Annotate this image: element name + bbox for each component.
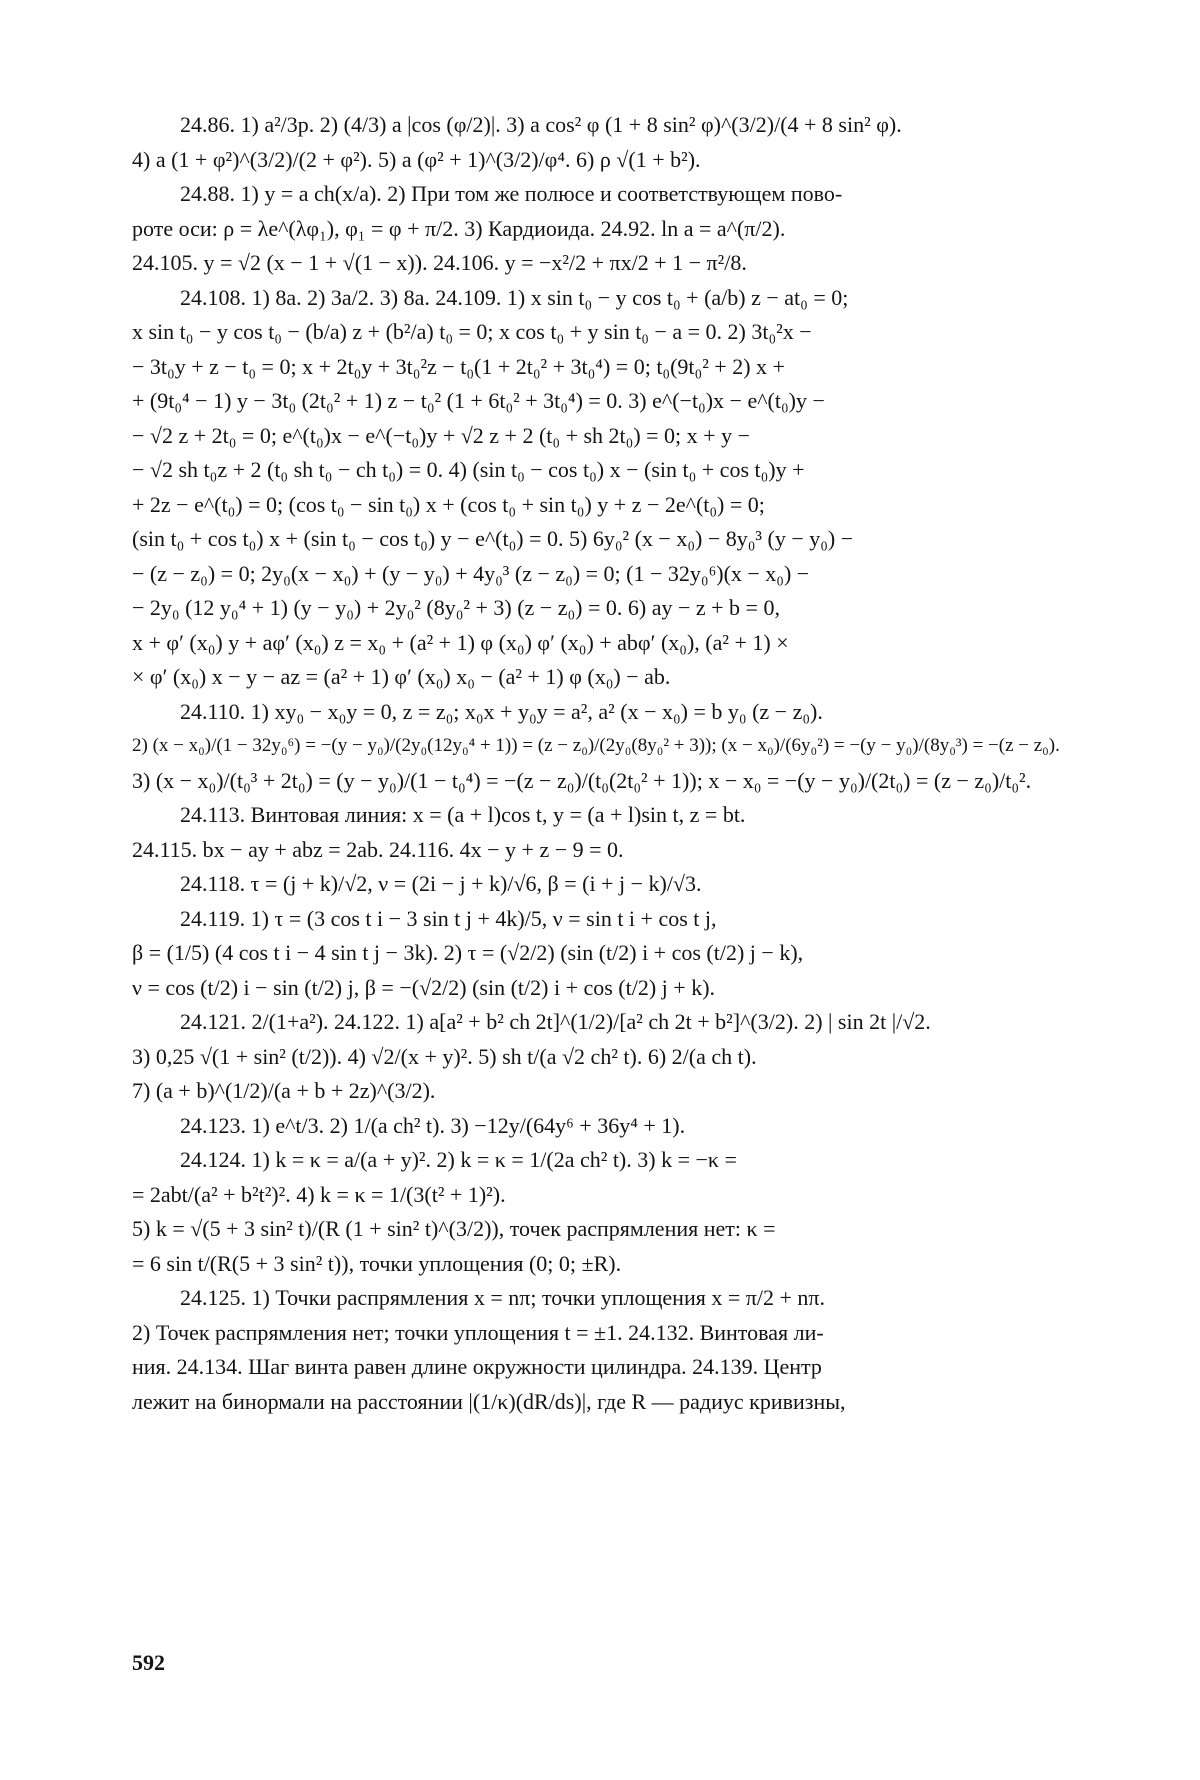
text-line: ν = cos (t/2) i − sin (t/2) j, β = −(√2/2) (sin (t/2) i + cos (t/2) j + k). bbox=[132, 974, 716, 1000]
text-line: 24.121. 2/(1+a²). 24.122. 1) a[a² + b² ch 2t]^(1/2)/[a² ch 2t + b²]^(3/2). 2) | sin 2t |/√2. bbox=[180, 1009, 931, 1034]
text-line: 4) a (1 + φ²)^(3/2)/(2 + φ²). 5) a (φ² + 1)^(3/2)/φ⁴. 6) ρ √(1 + b²). bbox=[132, 146, 701, 172]
text-line: 7) (a + b)^(1/2)/(a + b + 2z)^(3/2). bbox=[132, 1078, 436, 1103]
text-line: x sin t₀ − y cos t₀ − (b/a) z + (b²/a) t₀ = 0; x cos t₀ + y sin t₀ − a = 0. 2) 3t₀²x − bbox=[132, 319, 812, 344]
text-line: + (9t₀⁴ − 1) y − 3t₀ (2t₀² + 1) z − t₀² (1 + 6t₀² + 3t₀⁴) = 0. 3) e^(−t₀)x − e^(t₀)y − bbox=[132, 388, 825, 413]
text-line: ния. 24.134. Шаг винта равен длине окружности цилиндра. 24.139. Центр bbox=[132, 1354, 822, 1379]
text-line: 24.119. 1) τ = (3 cos t i − 3 sin t j + 4k)/5, ν = sin t i + cos t j, bbox=[180, 905, 717, 931]
text-line: 2) Точек распрямления нет; точки уплощения t = ±1. 24.132. Винтовая ли- bbox=[132, 1319, 824, 1345]
text-line: 24.110. 1) xy₀ − x₀y = 0, z = z₀; x₀x + y₀y = a², a² (x − x₀) = b y₀ (z − z₀). bbox=[180, 698, 823, 724]
text-line: − 2y₀ (12 y₀⁴ + 1) (y − y₀) + 2y₀² (8y₀² + 3) (z − z₀) = 0. 6) ay − z + b = 0, bbox=[132, 595, 780, 620]
text-line: − 3t₀y + z − t₀ = 0; x + 2t₀y + 3t₀²z − t₀(1 + 2t₀² + 3t₀⁴) = 0; t₀(9t₀² + 2) x + bbox=[132, 353, 785, 379]
text-line: x + φ′ (x₀) y + aφ′ (x₀) z = x₀ + (a² + 1) φ (x₀) φ′ (x₀) + abφ′ (x₀), (a² + 1) × bbox=[132, 629, 789, 655]
text-line: 24.118. τ = (j + k)/√2, ν = (2i − j + k)/√6, β = (i + j − k)/√3. bbox=[180, 871, 702, 896]
text-line: = 6 sin t/(R(5 + 3 sin² t)), точки уплощения (0; 0; ±R). bbox=[132, 1250, 622, 1276]
text-line: 24.105. y = √2 (x − 1 + √(1 − x)). 24.106. y = −x²/2 + πx/2 + 1 − π²/8. bbox=[132, 250, 747, 275]
text-line: 24.88. 1) y = a ch(x/a). 2) При том же полюсе и соответствующем пово- bbox=[180, 181, 843, 206]
text-line: 24.125. 1) Точки распрямления x = nπ; точки уплощения x = π/2 + nπ. bbox=[180, 1285, 825, 1310]
text-line: роте оси: ρ = λe^(λφ₁), φ₁ = φ + π/2. 3) Кардиоида. 24.92. ln a = a^(π/2). bbox=[132, 215, 786, 241]
text-line: 5) k = √(5 + 3 sin² t)/(R (1 + sin² t)^(3/2)), точек распрямления нет: κ = bbox=[132, 1216, 776, 1241]
text-line: 3) 0,25 √(1 + sin² (t/2)). 4) √2/(x + y)². 5) sh t/(a √2 ch² t). 6) 2/(a ch t). bbox=[132, 1043, 757, 1069]
text-line: β = (1/5) (4 cos t i − 4 sin t j − 3k). 2) τ = (√2/2) (sin (t/2) i + cos (t/2) j − k), bbox=[132, 940, 804, 965]
text-line: − (z − z₀) = 0; 2y₀(x − x₀) + (y − y₀) + 4y₀³ (z − z₀) = 0; (1 − 32y₀⁶)(x − x₀) − bbox=[132, 560, 810, 586]
text-line: (sin t₀ + cos t₀) x + (sin t₀ − cos t₀) y − e^(t₀) = 0. 5) 6y₀² (x − x₀) − 8y₀³ (y − y₀) − bbox=[132, 526, 854, 551]
text-line: + 2z − e^(t₀) = 0; (cos t₀ − sin t₀) x + (cos t₀ + sin t₀) y + z − 2e^(t₀) = 0; bbox=[132, 491, 765, 517]
answers-text bbox=[132, 108, 1077, 1419]
text-line: 24.113. Винтовая линия: x = (a + l)cos t, y = (a + l)sin t, z = bt. bbox=[180, 802, 746, 827]
text-line: 2) (x − x₀)/(1 − 32y₀⁶) = −(y − y₀)/(2y₀(12y₀⁴ + 1)) = (z − z₀)/(2y₀(8y₀² + 3)); (x − x₀)/(6y₀²) = −(y − y₀)/(8y₀³) = −(z − z₀). bbox=[132, 735, 1060, 756]
text-line: лежит на бинормали на расстоянии |(1/κ)(dR/ds)|, где R — радиус кривизны, bbox=[132, 1388, 846, 1414]
text-line: − √2 z + 2t₀ = 0; e^(t₀)x − e^(−t₀)y + √2 z + 2 (t₀ + sh 2t₀) = 0; x + y − bbox=[132, 422, 750, 448]
text-line: 24.108. 1) 8a. 2) 3a/2. 3) 8a. 24.109. 1) x sin t₀ − y cos t₀ + (a/b) z − at₀ = 0; bbox=[180, 284, 849, 310]
text-line: × φ′ (x₀) x − y − az = (a² + 1) φ′ (x₀) x₀ − (a² + 1) φ (x₀) − ab. bbox=[132, 664, 671, 689]
text-line: 3) (x − x₀)/(t₀³ + 2t₀) = (y − y₀)/(1 − t₀⁴) = −(z − z₀)/(t₀(2t₀² + 1)); x − x₀ = −(y − y₀)/(2t₀) = (z − z₀)/t₀². bbox=[132, 767, 1032, 793]
text-line: − √2 sh t₀z + 2 (t₀ sh t₀ − ch t₀) = 0. 4) (sin t₀ − cos t₀) x − (sin t₀ + cos t₀)y + bbox=[132, 457, 805, 482]
text-line: 24.86. 1) a²/3p. 2) (4/3) a |cos (φ/2)|. 3) a cos² φ (1 + 8 sin² φ)^(3/2)/(4 + 8 sin² φ). bbox=[180, 112, 902, 137]
page-number: 592 bbox=[132, 1650, 165, 1675]
text-line: = 2abt/(a² + b²t²)². 4) k = κ = 1/(3(t² + 1)²). bbox=[132, 1181, 506, 1207]
text-line: 24.123. 1) e^t/3. 2) 1/(a ch² t). 3) −12y/(64y⁶ + 36y⁴ + 1). bbox=[180, 1112, 686, 1138]
text-line: 24.115. bx − ay + abz = 2ab. 24.116. 4x − y + z − 9 = 0. bbox=[132, 836, 624, 862]
text-line: 24.124. 1) k = κ = a/(a + y)². 2) k = κ = 1/(2a ch² t). 3) k = −κ = bbox=[180, 1147, 737, 1172]
